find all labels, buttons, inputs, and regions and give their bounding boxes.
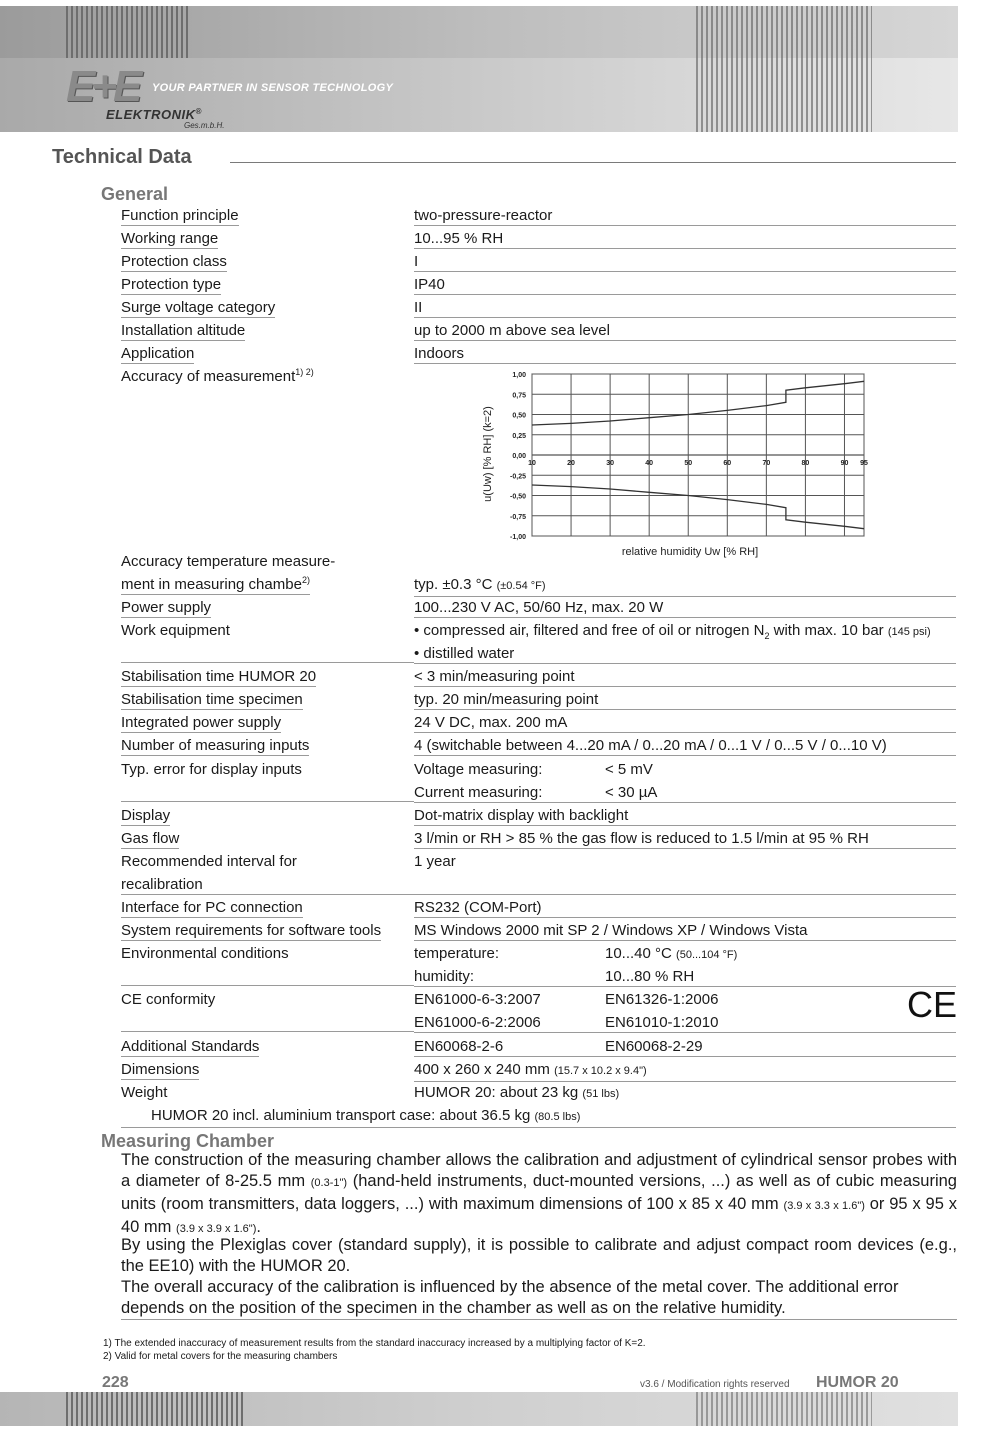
company-logo: E+E (66, 62, 139, 111)
version-note: v3.6 / Modification rights reserved (640, 1379, 790, 1390)
row-value: MS Windows 2000 mit SP 2 / Windows XP / Windows Vista (414, 922, 956, 941)
chart-x-tick: 20 (567, 460, 575, 467)
row-label: Surge voltage category (121, 299, 276, 316)
row-value: I (414, 253, 956, 272)
footnote-2: 2) Valid for metal covers for the measuring chambers (103, 1351, 338, 1362)
row-label: Dimensions (121, 1061, 200, 1078)
row-label: Interface for PC connection (121, 899, 303, 916)
row-label: ment in measuring chambe$^{2)}$ (121, 575, 310, 593)
chart-y-tick: 0,75 (512, 392, 526, 400)
chamber-paragraph-3: The overall accuracy of the calibration is influenced by the absence of the metal cover. The additional error depends on the position of the specimen in the chamber as well as on the relative humidity. (121, 1277, 957, 1320)
svg-text:CE: CE (908, 986, 956, 1022)
row-value: 10...95 % RH (414, 230, 956, 249)
accuracy-chart (478, 364, 878, 560)
row-label: Stabilisation time HUMOR 20 (121, 668, 317, 685)
row-value: typ. 20 min/measuring point (414, 691, 956, 710)
ce-mark-icon (908, 986, 956, 1022)
row-value: Voltage measuring: < 5 mV (414, 761, 653, 778)
row-label: Additional Standards (121, 1038, 260, 1055)
row-label: Installation altitude (121, 322, 246, 339)
row-value: EN61000-6-2:2006 EN61010-1:2010 (414, 1014, 956, 1033)
row-value: two-pressure-reactor (414, 207, 956, 226)
row-value: 24 V DC, max. 200 mA (414, 714, 956, 733)
chart-ylabel: u(Uw) [% RH] (k=2) (482, 406, 494, 502)
section-title-measuring-chamber: Measuring Chamber (101, 1131, 275, 1151)
chart-y-tick: 1,00 (512, 372, 526, 379)
row-value: typ. ±0.3 °C (±0.54 °F) (414, 576, 956, 597)
chart-x-tick: 30 (606, 460, 615, 467)
row-value: 4 (switchable between 4...20 mA / 0...20 mA / 0...1 V / 0...5 V / 0...10 V) (414, 737, 956, 756)
row-value: temperature: 10...40 °C (50...104 °F) (414, 945, 738, 962)
page-title: Technical Data (52, 146, 192, 168)
row-label-empty (121, 1014, 414, 1032)
footer-stripes-left (66, 1392, 246, 1426)
row-label: Work equipment (121, 622, 230, 639)
row-label: Power supply (121, 599, 212, 616)
row-value: RS232 (COM-Port) (414, 899, 956, 918)
footer-stripes-right (696, 1392, 872, 1426)
chart-x-tick: 50 (684, 460, 693, 467)
row-label: Display (121, 807, 171, 824)
row-label: Typ. error for display inputs (121, 761, 302, 778)
row-label-empty (121, 645, 414, 663)
row-label: Accuracy temperature measure- (121, 553, 336, 570)
chamber-paragraph-2: By using the Plexiglas cover (standard supply), it is possible to calibrate and adjust compact room devices (e.g., the EE10) with the HUMOR 20. (121, 1236, 957, 1275)
chart-y-tick: -0,50 (510, 493, 526, 501)
row-label: Application (121, 345, 195, 362)
chart-xlabel: relative humidity Uw [% RH] (621, 546, 759, 558)
row-value: EN61000-6-3:2007 EN61326-1:2006 (414, 991, 719, 1008)
row-value: humidity: 10...80 % RH (414, 968, 956, 987)
chart-x-tick: 90 (840, 460, 849, 467)
row-label: Protection class (121, 253, 227, 270)
row-label: Accuracy of measurement$^{1) 2)}$ (121, 367, 314, 385)
row-value: < 3 min/measuring point (414, 668, 956, 687)
chart-y-tick: 0,00 (512, 453, 526, 460)
chart-y-tick: -0,75 (510, 513, 526, 521)
row-value: up to 2000 m above sea level (414, 322, 956, 341)
row-value: HUMOR 20 incl. aluminium transport case: about 36.5 kg (80.5 lbs) (121, 1107, 956, 1128)
row-value: IP40 (414, 276, 956, 295)
row-value: HUMOR 20: about 23 kg (51 lbs) (414, 1084, 620, 1101)
row-label: CE conformity (121, 991, 216, 1008)
row-label: recalibration (121, 876, 956, 895)
footnote-1: 1) The extended inaccuracy of measurement results from the standard inaccuracy increased by a multiplying factor of K=2. (103, 1338, 646, 1349)
row-value: • compressed air, filtered and free of oil or nitrogen $N_2$ with max. 10 bar (145 psi) (414, 622, 931, 641)
page-number: 228 (102, 1374, 129, 1391)
section-title-general: General (101, 184, 169, 204)
row-label: System requirements for software tools (121, 922, 382, 939)
row-label: Protection type (121, 276, 222, 293)
chart-y-tick: 0,50 (512, 412, 526, 420)
chamber-paragraph-1: The construction of the measuring chamber allows the calibration and adjustment of cylindrical sensor probes with a diameter of 8-25.5 mm (0.3-1") (hand-held instruments, duct-mounted versions, ...) as well as of cubic measuring units (room transmitters, data loggers, ...) with maximum dimensions of 100 x 85 x 40 mm (3.9 x 3.3 x 1.6") or 95 x 95 x 40 mm (3.9 x 3.9 x 1.6"). (121, 1151, 957, 1236)
chart-x-tick: 10 (528, 460, 536, 467)
product-name: HUMOR 20 (816, 1374, 899, 1391)
chart-x-tick: 60 (723, 460, 732, 467)
row-label: Working range (121, 230, 219, 247)
row-value: II (414, 299, 956, 318)
tagline: YOUR PARTNER IN SENSOR TECHNOLOGY (152, 82, 394, 94)
row-label: Gas flow (121, 830, 180, 847)
row-label: Environmental conditions (121, 945, 289, 962)
row-value: • distilled water (414, 645, 956, 664)
chart-x-tick: 70 (762, 460, 771, 467)
company-form: Ges.m.b.H. (184, 121, 225, 130)
row-value: Indoors (414, 345, 956, 364)
row-value: Dot-matrix display with backlight (414, 807, 956, 826)
row-label: Weight (121, 1084, 168, 1101)
chart-series-line-1 (532, 381, 864, 425)
brand-name: ELEKTRONIK® (106, 107, 202, 122)
row-label-empty (121, 968, 414, 986)
chart-x-tick: 80 (801, 460, 810, 467)
chart-x-tick: 40 (645, 460, 654, 467)
row-value: 400 x 260 x 240 mm (15.7 x 10.2 x 9.4") (414, 1061, 956, 1082)
chart-series-line-2 (532, 485, 864, 529)
chart-y-tick: 0,25 (512, 432, 526, 440)
row-label: Integrated power supply (121, 714, 282, 731)
row-label: Recommended interval for (121, 853, 297, 870)
chart-y-tick: -0,25 (510, 473, 526, 481)
chart-grid (532, 374, 864, 536)
row-label: Function principle (121, 207, 239, 224)
row-value: 1 year (414, 853, 456, 870)
header-stripes-right (696, 6, 872, 132)
row-label: Stabilisation time specimen (121, 691, 303, 708)
row-label: Number of measuring inputs (121, 737, 310, 754)
title-rule (230, 162, 956, 163)
row-label-empty (121, 784, 414, 802)
row-value: EN60068-2-6 EN60068-2-29 (414, 1038, 956, 1057)
chart-x-tick: 95 (860, 460, 868, 467)
chart-y-tick: -1,00 (510, 534, 526, 541)
row-value: 100...230 V AC, 50/60 Hz, max. 20 W (414, 599, 956, 618)
row-value: 3 l/min or RH > 85 % the gas flow is reduced to 1.5 l/min at 95 % RH (414, 830, 956, 849)
header-stripes-left (66, 6, 190, 58)
row-value: Current measuring: < 30 µA (414, 784, 956, 803)
